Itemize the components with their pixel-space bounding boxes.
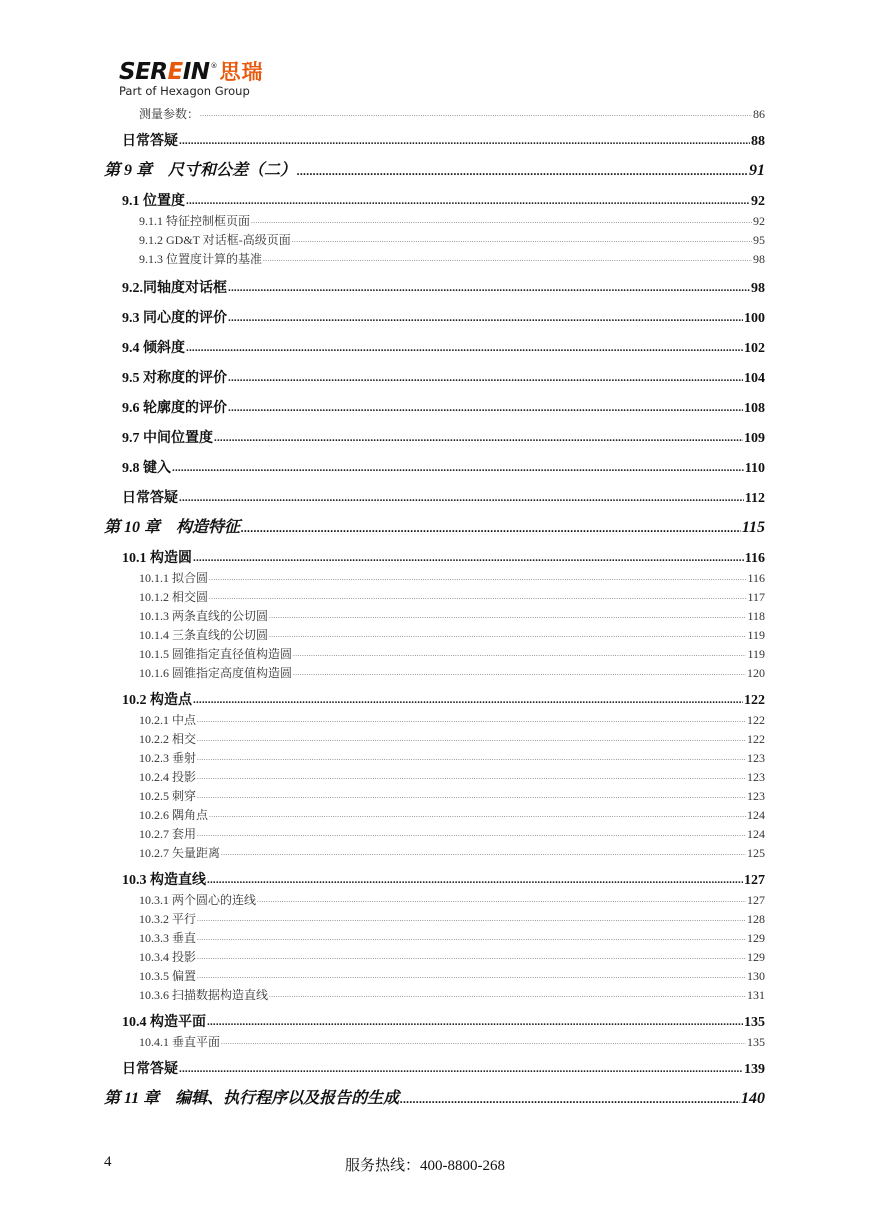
toc-page-number: 129 (747, 950, 765, 964)
toc-subsection[interactable] (104, 626, 765, 645)
toc-entry-title: 9.1.1 特征控制框页面 (139, 214, 251, 228)
toc-entry-title: 10.3 构造直线 (122, 873, 206, 888)
toc-leader-dots (179, 1059, 743, 1080)
toc-entry-title: 10.2.7 套用 (139, 827, 197, 841)
toc-page-number: 124 (747, 827, 765, 841)
toc-leader-dots (197, 711, 746, 730)
toc-leader-dots (228, 278, 750, 299)
toc-leader-dots (269, 607, 746, 626)
toc-page-number: 104 (744, 371, 765, 386)
toc-section-9-4[interactable] (104, 338, 765, 359)
toc-page-number: 139 (744, 1062, 765, 1077)
toc-page-number: 100 (744, 311, 765, 326)
toc-leader-dots (197, 749, 746, 768)
toc-section-9-6[interactable] (104, 398, 765, 419)
toc-section-9-3[interactable] (104, 308, 765, 329)
toc-page-number: 112 (744, 491, 765, 506)
toc-subsection[interactable] (104, 891, 765, 910)
toc-subsection[interactable] (104, 768, 765, 787)
toc-entry-title: 10.3.2 平行 (139, 912, 197, 926)
toc-page-number: 117 (747, 590, 765, 604)
toc-subsection[interactable] (104, 948, 765, 967)
toc-subsection[interactable] (104, 806, 765, 825)
table-of-contents (104, 104, 765, 1111)
toc-entry-title: 10.1.6 圆锥指定高度值构造圆 (139, 666, 293, 680)
toc-entry-title: 10.2.1 中点 (139, 713, 197, 727)
toc-section-10-4[interactable] (104, 1012, 765, 1033)
toc-section-9-5[interactable] (104, 368, 765, 389)
toc-page-number: 131 (747, 988, 765, 1002)
toc-entry-title: 10.4.1 垂直平面 (139, 1035, 221, 1049)
toc-entry-title: 9.5 对称度的评价 (122, 371, 227, 386)
toc-subsection[interactable] (104, 231, 765, 250)
toc-leader-dots (221, 844, 746, 863)
toc-subsection[interactable] (104, 250, 765, 269)
toc-leader-dots (207, 1012, 743, 1033)
toc-entry-title: 第 9 章 尺寸和公差（二） (104, 162, 297, 179)
toc-page-number: 102 (744, 341, 765, 356)
toc-chapter-9[interactable] (104, 159, 765, 183)
toc-entry-title: 10.1 构造圆 (122, 551, 192, 566)
toc-chapter-11[interactable] (104, 1087, 765, 1111)
toc-page-number: 115 (741, 519, 765, 536)
logo-wordmark: SEREIN (119, 59, 210, 85)
toc-entry-measure-params[interactable] (104, 104, 765, 124)
service-hotline: 服务热线：400-8800-268 (345, 1158, 505, 1174)
toc-subsection[interactable] (104, 967, 765, 986)
toc-entry-title: 10.2.4 投影 (139, 770, 197, 784)
toc-leader-dots (228, 368, 743, 389)
toc-page-number: 88 (751, 134, 765, 149)
toc-entry-title: 日常答疑 (122, 134, 178, 149)
page-number: 4 (104, 1154, 112, 1170)
toc-entry-title: 9.3 同心度的评价 (122, 311, 227, 326)
toc-entry-title: 10.2.5 刺穿 (139, 789, 197, 803)
toc-entry-title: 10.3.6 扫描数据构造直线 (139, 988, 269, 1002)
toc-leader-dots (269, 986, 746, 1005)
toc-page-number: 123 (747, 770, 765, 784)
toc-leader-dots (197, 825, 746, 844)
toc-section-9-8[interactable] (104, 458, 765, 479)
toc-page-number: 129 (747, 931, 765, 945)
toc-leader-dots (197, 787, 746, 806)
toc-entry-title: 10.2 构造点 (122, 693, 192, 708)
toc-page-number: 127 (744, 873, 765, 888)
toc-leader-dots (209, 806, 746, 825)
toc-subsection[interactable] (104, 607, 765, 626)
toc-entry-title: 10.4 构造平面 (122, 1015, 206, 1030)
toc-leader-dots (214, 428, 743, 449)
toc-entry-title: 10.1.4 三条直线的公切圆 (139, 628, 269, 642)
toc-section-9-2[interactable] (104, 278, 765, 299)
toc-page-number: 109 (744, 431, 765, 446)
toc-entry-title: 10.2.7 矢量距离 (139, 846, 221, 860)
toc-subsection[interactable] (104, 749, 765, 768)
toc-leader-dots (297, 159, 748, 183)
toc-subsection[interactable] (104, 730, 765, 749)
toc-page-number: 110 (744, 461, 765, 476)
toc-entry-title: 10.1.1 拟合圆 (139, 571, 209, 585)
toc-leader-dots (228, 308, 743, 329)
toc-subsection[interactable] (104, 1033, 765, 1052)
toc-leader-dots (179, 488, 744, 509)
toc-entry-title: 9.1 位置度 (122, 194, 185, 209)
toc-entry-title: 第 10 章 构造特征 (104, 519, 241, 536)
toc-entry-title: 10.3.1 两个圆心的连线 (139, 893, 257, 907)
toc-entry-faq[interactable] (104, 131, 765, 152)
toc-page-number: 125 (747, 846, 765, 860)
toc-section-10-3[interactable] (104, 870, 765, 891)
toc-leader-dots (179, 131, 750, 152)
toc-subsection[interactable] (104, 588, 765, 607)
toc-leader-dots (209, 588, 746, 607)
toc-subsection[interactable] (104, 910, 765, 929)
toc-page-number: 122 (744, 693, 765, 708)
toc-chapter-10[interactable] (104, 516, 765, 540)
logo-tagline: Part of Hexagon Group (119, 84, 250, 98)
toc-entry-title: 9.1.2 GD&T 对话框-高级页面 (139, 233, 291, 247)
company-logo (119, 60, 379, 100)
toc-leader-dots (172, 458, 744, 479)
toc-leader-dots (200, 105, 752, 124)
toc-leader-dots (293, 664, 746, 683)
toc-page-number: 95 (753, 233, 765, 247)
toc-page-number: 122 (747, 713, 765, 727)
toc-leader-dots (186, 338, 743, 359)
toc-section-9-7[interactable] (104, 428, 765, 449)
toc-leader-dots (193, 690, 743, 711)
toc-page-number: 116 (744, 551, 765, 566)
toc-subsection[interactable] (104, 645, 765, 664)
toc-leader-dots (251, 212, 752, 231)
toc-page-number: 98 (753, 252, 765, 266)
toc-subsection[interactable] (104, 569, 765, 588)
toc-page-number: 123 (747, 789, 765, 803)
toc-entry-title: 10.1.5 圆锥指定直径值构造圆 (139, 647, 293, 661)
toc-leader-dots (269, 626, 746, 645)
toc-section-10-2[interactable] (104, 690, 765, 711)
toc-page-number: 135 (747, 1035, 765, 1049)
toc-subsection[interactable] (104, 986, 765, 1005)
toc-entry-title: 10.3.5 偏置 (139, 969, 197, 983)
toc-leader-dots (292, 231, 752, 250)
toc-leader-dots (207, 870, 743, 891)
toc-entry-title: 10.2.2 相交 (139, 732, 197, 746)
toc-page-number: 128 (747, 912, 765, 926)
toc-page-number: 127 (747, 893, 765, 907)
toc-page-number: 135 (744, 1015, 765, 1030)
toc-page-number: 91 (749, 162, 765, 179)
toc-page-number: 120 (747, 666, 765, 680)
toc-leader-dots (257, 891, 746, 910)
toc-leader-dots (221, 1033, 746, 1052)
toc-leader-dots (228, 398, 743, 419)
toc-subsection[interactable] (104, 825, 765, 844)
toc-entry-faq[interactable] (104, 1059, 765, 1080)
toc-subsection[interactable] (104, 711, 765, 730)
toc-leader-dots (293, 645, 746, 664)
toc-entry-title: 测量参数： (139, 107, 200, 121)
toc-page-number: 124 (747, 808, 765, 822)
toc-entry-title: 10.2.6 隅角点 (139, 808, 209, 822)
toc-leader-dots (241, 516, 741, 540)
toc-page-number: 123 (747, 751, 765, 765)
toc-entry-title: 10.2.3 垂射 (139, 751, 197, 765)
toc-page-number: 108 (744, 401, 765, 416)
toc-page-number: 98 (751, 281, 765, 296)
toc-page-number: 119 (747, 647, 765, 661)
toc-page-number: 86 (753, 107, 765, 121)
toc-subsection[interactable] (104, 787, 765, 806)
toc-leader-dots (197, 929, 746, 948)
toc-leader-dots (197, 967, 746, 986)
toc-leader-dots (197, 948, 746, 967)
toc-page-number: 116 (747, 571, 765, 585)
toc-page-number: 92 (751, 194, 765, 209)
toc-leader-dots (193, 548, 744, 569)
toc-leader-dots (197, 730, 746, 749)
registered-mark: ® (210, 62, 218, 70)
toc-section-10-1[interactable] (104, 548, 765, 569)
toc-subsection[interactable] (104, 212, 765, 231)
toc-page-number: 118 (747, 609, 765, 623)
toc-leader-dots (197, 768, 746, 787)
toc-entry-title: 9.4 倾斜度 (122, 341, 185, 356)
toc-section-9-1[interactable] (104, 191, 765, 212)
toc-leader-dots (197, 910, 746, 929)
toc-entry-title: 10.3.3 垂直 (139, 931, 197, 945)
toc-entry-title: 10.1.3 两条直线的公切圆 (139, 609, 269, 623)
logo-mark (119, 60, 379, 84)
toc-page-number: 119 (747, 628, 765, 642)
toc-leader-dots (263, 250, 752, 269)
toc-entry-title: 10.3.4 投影 (139, 950, 197, 964)
toc-leader-dots (400, 1087, 740, 1111)
toc-entry-title: 9.8 键入 (122, 461, 171, 476)
toc-entry-title: 日常答疑 (122, 1062, 178, 1077)
toc-subsection[interactable] (104, 844, 765, 863)
toc-page-number: 122 (747, 732, 765, 746)
toc-entry-faq[interactable] (104, 488, 765, 509)
logo-chinese-name: 思瑞 (219, 60, 264, 84)
toc-leader-dots (186, 191, 750, 212)
toc-entry-title: 第 11 章 编辑、执行程序以及报告的生成 (104, 1090, 400, 1107)
toc-entry-title: 9.7 中间位置度 (122, 431, 213, 446)
toc-subsection[interactable] (104, 664, 765, 683)
toc-page-number: 130 (747, 969, 765, 983)
toc-entry-title: 9.6 轮廓度的评价 (122, 401, 227, 416)
toc-page-number: 92 (753, 214, 765, 228)
toc-page-number: 140 (741, 1090, 765, 1107)
toc-entry-title: 10.1.2 相交圆 (139, 590, 209, 604)
toc-entry-title: 日常答疑 (122, 491, 178, 506)
toc-subsection[interactable] (104, 929, 765, 948)
toc-leader-dots (209, 569, 746, 588)
toc-entry-title: 9.2.同轴度对话框 (122, 281, 227, 296)
toc-entry-title: 9.1.3 位置度计算的基准 (139, 252, 263, 266)
